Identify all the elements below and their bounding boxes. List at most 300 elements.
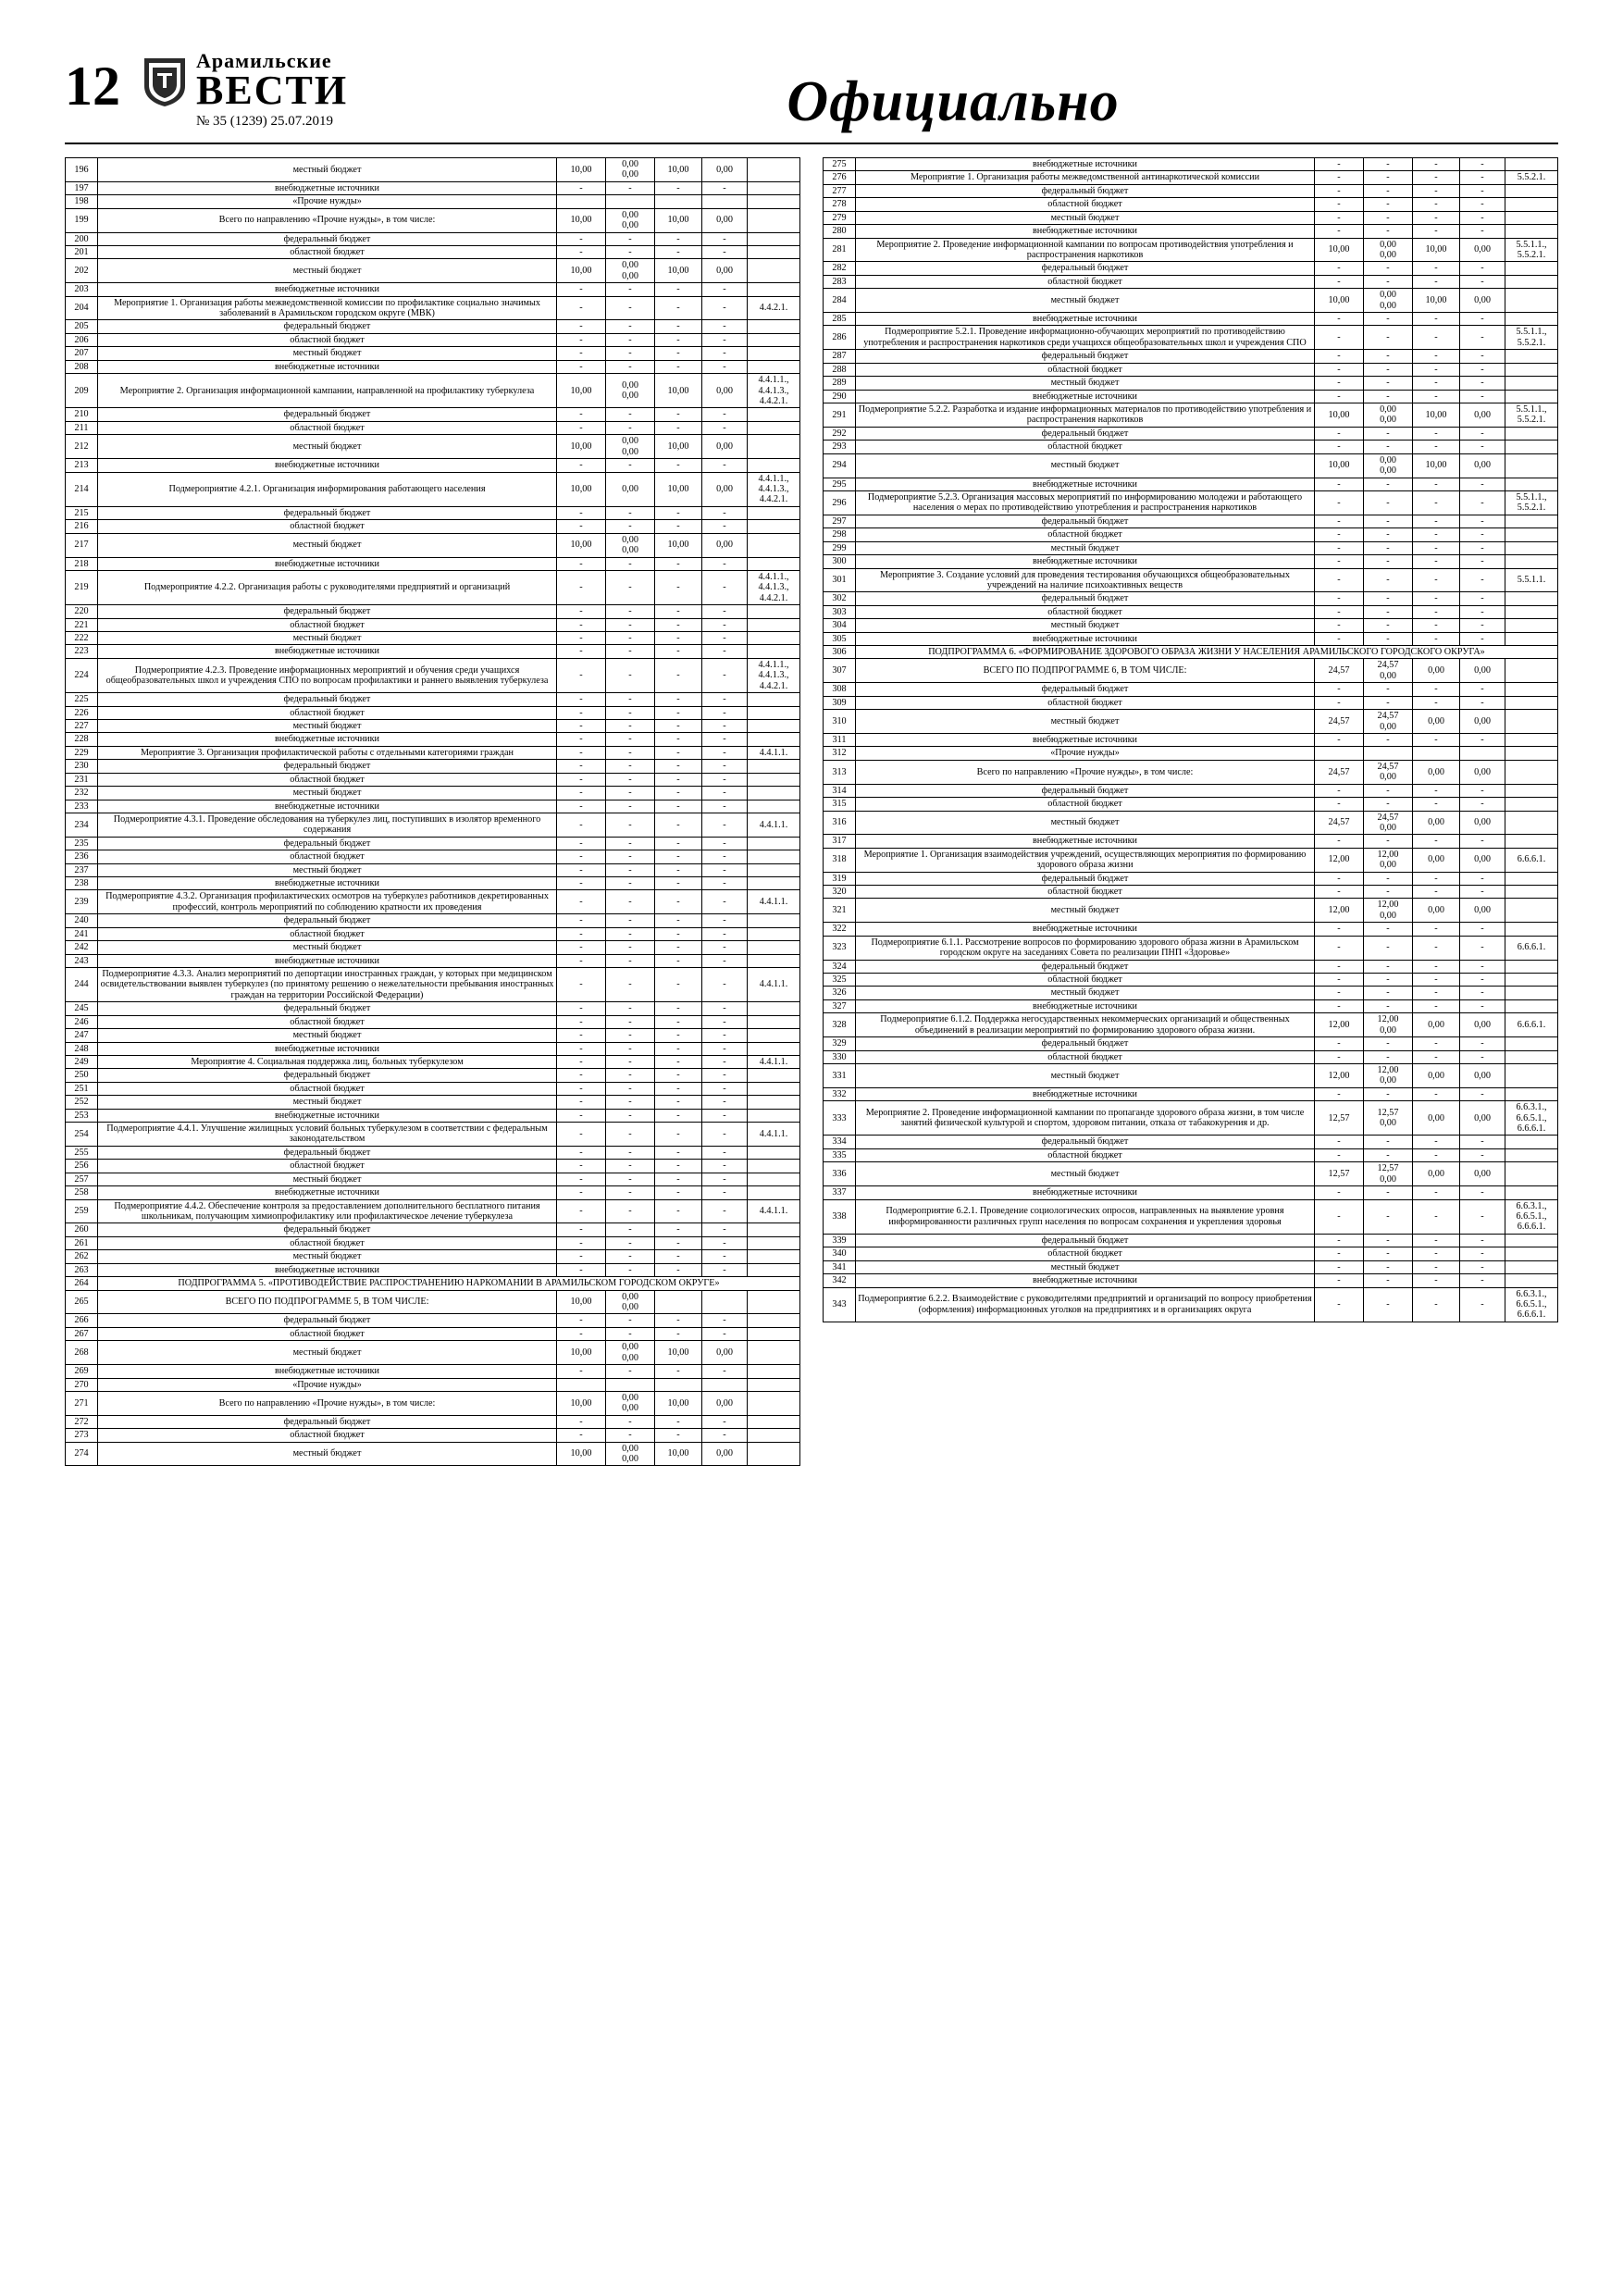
value-year-3: - [702,1015,748,1028]
row-number: 296 [824,490,856,515]
table-row [66,1236,800,1249]
value-year-1: - [606,333,655,346]
row-label: Мероприятие 2. Проведение информационной кампании по вопросам противодействия употребления и распространения наркотиков [856,238,1315,262]
row-number: 219 [66,570,98,604]
table-row [824,923,1558,936]
row-label: Подмероприятие 6.2.1. Проведение социологических опросов, направленных на выявление уровня информированности различных групп населения по вопросам сохранения и укрепления здоровья [856,1199,1315,1234]
row-label: федеральный бюджет [98,760,557,773]
row-number: 205 [66,320,98,333]
row-label: Подмероприятие 4.3.3. Анализ мероприятий по депортации иностранных граждан, у которых при медицинском освидетельствовании выявлен туберкулез (по принятому решению о нежелательности пребывания иностранных граждан на территории Российской Федерации) [98,968,557,1002]
row-label: федеральный бюджет [98,1146,557,1159]
value-total: - [1315,326,1364,350]
value-year-2: - [655,283,702,296]
value-year-2: - [655,347,702,360]
value-year-3: - [702,863,748,876]
value-year-2: - [655,320,702,333]
value-total: - [1315,798,1364,811]
row-number: 279 [824,211,856,224]
value-year-1: - [1364,923,1413,936]
row-label: федеральный бюджет [856,262,1315,275]
row-label: внебюджетные источники [98,733,557,746]
table-row [66,927,800,940]
value-year-3: - [1460,1148,1505,1161]
value-year-3: - [702,232,748,245]
table-row [66,850,800,863]
row-label: федеральный бюджет [98,232,557,245]
value-year-1: 0,00 0,00 [606,1391,655,1415]
value-year-3: - [1460,592,1505,605]
value-year-1: - [606,1109,655,1122]
value-year-3: - [1460,262,1505,275]
target-reference [1505,515,1558,527]
value-total: - [1315,1148,1364,1161]
value-total: - [1315,733,1364,746]
value-total: - [1315,363,1364,376]
value-year-3: - [1460,936,1505,960]
value-year-1: - [606,693,655,706]
target-reference [1505,1247,1558,1260]
row-label: федеральный бюджет [856,960,1315,973]
value-year-2: - [1413,696,1460,709]
value-year-1: - [606,773,655,786]
value-total: - [557,1186,606,1199]
value-year-1: - [606,360,655,373]
row-number: 317 [824,835,856,848]
value-year-1: - [1364,568,1413,592]
value-year-2: - [655,1415,702,1428]
table-row [66,232,800,245]
value-year-3: - [1460,886,1505,899]
table-row [824,798,1558,811]
value-year-2: - [655,760,702,773]
value-year-1: - [606,1069,655,1082]
value-year-2: - [1413,1260,1460,1273]
row-number: 202 [66,259,98,283]
value-total: - [557,347,606,360]
value-year-2: - [1413,555,1460,568]
value-year-1: 0,00 0,00 [606,259,655,283]
target-reference [748,408,800,421]
row-number: 342 [824,1274,856,1287]
value-year-3: - [1460,1274,1505,1287]
value-year-1: - [1364,936,1413,960]
value-total: - [1315,555,1364,568]
row-label: внебюджетные источники [98,1186,557,1199]
row-number: 245 [66,1002,98,1015]
value-total: - [1315,784,1364,797]
table-row [66,1160,800,1173]
value-year-1: - [1364,441,1413,453]
value-year-2: - [655,1250,702,1263]
value-year-2: 10,00 [655,259,702,283]
row-number: 338 [824,1199,856,1234]
value-total: - [557,733,606,746]
row-number: 260 [66,1223,98,1236]
row-number: 343 [824,1287,856,1322]
value-year-1: - [1364,960,1413,973]
row-number: 300 [824,555,856,568]
value-year-1: 0,00 0,00 [606,1341,655,1365]
value-year-2: - [655,927,702,940]
value-year-1: - [1364,515,1413,527]
row-number: 322 [824,923,856,936]
target-reference: 5.5.1.1., 5.5.2.1. [1505,238,1558,262]
row-number: 316 [824,811,856,835]
value-year-2: - [655,245,702,258]
target-reference [1505,605,1558,618]
value-year-1: - [606,618,655,631]
value-year-3: - [1460,1247,1505,1260]
value-year-3: - [702,1250,748,1263]
value-total: - [557,693,606,706]
row-number: 226 [66,706,98,719]
value-year-1: - [1364,158,1413,171]
row-number: 298 [824,528,856,541]
value-year-1: - [1364,1186,1413,1199]
value-year-2: - [1413,960,1460,973]
row-number: 221 [66,618,98,631]
value-year-2: - [1413,568,1460,592]
table-row [66,360,800,373]
value-year-3: - [1460,377,1505,390]
table-row [824,262,1558,275]
value-year-2: - [655,746,702,759]
value-year-1: 0,00 0,00 [1364,453,1413,478]
table-row [66,733,800,746]
value-year-3: 0,00 [1460,1013,1505,1037]
value-year-3: - [702,1160,748,1173]
value-year-2: - [1413,683,1460,696]
row-label: внебюджетные источники [856,1186,1315,1199]
row-label: местный бюджет [98,632,557,645]
row-number: 305 [824,632,856,645]
table-row [66,1029,800,1042]
target-reference [748,1109,800,1122]
value-year-2: - [1413,1148,1460,1161]
row-number: 277 [824,184,856,197]
row-number: 203 [66,283,98,296]
value-year-3: 0,00 [702,158,748,182]
row-number: 299 [824,541,856,554]
value-year-3: - [1460,350,1505,363]
row-number: 211 [66,421,98,434]
value-year-3: 0,00 [1460,453,1505,478]
value-total: - [557,421,606,434]
target-reference [748,232,800,245]
value-year-2: 10,00 [1413,453,1460,478]
target-reference [748,1015,800,1028]
value-year-1: - [1364,1247,1413,1260]
table-row [824,886,1558,899]
value-year-3: - [702,773,748,786]
value-total: - [1315,987,1364,999]
value-year-3: - [702,914,748,927]
row-label: федеральный бюджет [856,1234,1315,1247]
row-label: внебюджетные источники [856,225,1315,238]
value-total: - [557,1042,606,1055]
target-reference [1505,974,1558,987]
target-reference [748,1223,800,1236]
value-year-3: 0,00 [1460,811,1505,835]
value-year-3: 0,00 [1460,1101,1505,1136]
value-year-1 [1364,747,1413,760]
table-row [66,800,800,813]
table-row [824,1247,1558,1260]
row-label: федеральный бюджет [98,1002,557,1015]
table-row [824,171,1558,184]
table-row [66,296,800,320]
value-year-2: - [655,968,702,1002]
target-reference [748,1082,800,1095]
table-row [66,506,800,519]
value-year-1: - [606,408,655,421]
value-year-2: - [1413,528,1460,541]
row-label: внебюджетные источники [98,877,557,890]
row-label: внебюджетные источники [856,999,1315,1012]
row-label: областной бюджет [98,927,557,940]
row-label: Подмероприятие 6.1.2. Поддержка негосударственных некоммерческих организаций и общественных объединений в реализации мероприятий по формированию здорового образа жизни. [856,1013,1315,1037]
row-label: ВСЕГО ПО ПОДПРОГРАММЕ 6, В ТОМ ЧИСЛЕ: [856,659,1315,683]
value-total: - [557,1109,606,1122]
row-label: федеральный бюджет [98,605,557,618]
value-year-1: - [606,800,655,813]
target-reference [748,927,800,940]
value-year-1: 12,00 0,00 [1364,899,1413,923]
value-year-2: - [655,1015,702,1028]
row-label: внебюджетные источники [98,1365,557,1378]
table-row [824,541,1558,554]
row-number: 268 [66,1341,98,1365]
table-row [66,259,800,283]
row-number: 291 [824,403,856,428]
value-year-3: - [1460,1186,1505,1199]
table-row [824,1186,1558,1199]
value-total: - [557,360,606,373]
value-year-3: - [1460,184,1505,197]
value-year-3: - [1460,1087,1505,1100]
table-row [824,872,1558,885]
row-number: 301 [824,568,856,592]
value-total: 10,00 [557,472,606,506]
table-row [66,557,800,570]
table-row [824,1050,1558,1063]
value-year-3: - [1460,798,1505,811]
target-reference: 4.4.1.1. [748,890,800,914]
target-reference [748,941,800,954]
value-total: - [557,1223,606,1236]
value-year-1: - [1364,225,1413,238]
value-year-2 [655,1378,702,1391]
value-year-2: 0,00 [1413,1162,1460,1186]
value-year-3: - [1460,326,1505,350]
row-number: 267 [66,1327,98,1340]
value-total: 12,00 [1315,899,1364,923]
value-year-2: - [655,459,702,472]
value-total: - [557,408,606,421]
row-label: местный бюджет [98,1029,557,1042]
value-total: - [1315,1287,1364,1322]
value-year-1: 12,00 0,00 [1364,1063,1413,1087]
row-label: Подмероприятие 4.3.2. Организация профилактических осмотров на туберкулез работников декретированных профессий, контроль мероприятий по соблюдению кратности их проведения [98,890,557,914]
value-year-2: - [1413,1199,1460,1234]
table-row [66,408,800,421]
value-year-1 [606,195,655,208]
value-year-2: - [1413,1136,1460,1148]
row-label: местный бюджет [856,1260,1315,1273]
target-reference [748,605,800,618]
value-year-3: - [702,1029,748,1042]
row-label: Подмероприятие 4.2.3. Проведение информационных мероприятий и обучения среди учащихся общеобразовательных школ и учреждения СПО по вопросам профилактики и раннего выявления туберкулеза [98,658,557,692]
value-year-1: - [606,1096,655,1109]
target-reference [1505,184,1558,197]
table-row [66,1250,800,1263]
value-year-1: - [1364,1199,1413,1234]
row-label: областной бюджет [98,1160,557,1173]
value-year-2: - [1413,490,1460,515]
row-number: 290 [824,390,856,403]
target-reference [1505,441,1558,453]
value-year-2: - [655,618,702,631]
row-number: 209 [66,374,98,408]
value-year-3: - [702,1042,748,1055]
row-number: 336 [824,1162,856,1186]
row-number: 216 [66,520,98,533]
target-reference [748,914,800,927]
value-year-3: - [702,1236,748,1249]
value-total: - [557,1263,606,1276]
value-total: - [557,1002,606,1015]
value-year-3: - [702,733,748,746]
value-year-1: - [606,570,655,604]
value-total: - [1315,1234,1364,1247]
row-label: Подмероприятие 6.2.2. Взаимодействие с руководителями предприятий и организаций по вопросу приобретения (оформления) информационных уголков на предприятиях и в организациях округа [856,1287,1315,1322]
row-number: 271 [66,1391,98,1415]
value-total: - [557,245,606,258]
target-reference [748,863,800,876]
target-reference [748,1327,800,1340]
row-number: 327 [824,999,856,1012]
value-year-3: - [1460,363,1505,376]
value-total: - [1315,1274,1364,1287]
row-label: Всего по направлению «Прочие нужды», в том числе: [98,1391,557,1415]
table-row [66,1327,800,1340]
row-label: внебюджетные источники [98,283,557,296]
value-total: - [557,658,606,692]
value-year-2: - [1413,987,1460,999]
value-year-2: - [1413,1087,1460,1100]
value-year-3: - [702,1223,748,1236]
table-row [66,1146,800,1159]
row-label: Мероприятие 3. Создание условий для проведения тестирования обучающихся общеобразовательных учреждений на наличие психоактивных веществ [856,568,1315,592]
row-label: местный бюджет [98,259,557,283]
value-year-1: - [606,927,655,940]
table-row [824,1162,1558,1186]
target-reference [748,1442,800,1466]
value-year-1: - [606,1055,655,1068]
value-year-1: 12,57 0,00 [1364,1101,1413,1136]
value-year-3: - [702,706,748,719]
row-label: федеральный бюджет [98,693,557,706]
table-row [66,1263,800,1276]
target-reference [1505,478,1558,490]
value-total: 10,00 [1315,453,1364,478]
value-year-1: - [606,719,655,732]
row-label: областной бюджет [98,706,557,719]
target-reference [748,645,800,658]
table-row [66,837,800,850]
value-year-1: - [1364,835,1413,848]
target-reference [1505,363,1558,376]
value-total: - [557,850,606,863]
value-year-2 [655,195,702,208]
target-reference [748,773,800,786]
target-reference: 4.4.1.1. [748,1123,800,1147]
value-year-3: - [702,941,748,954]
table-row [824,427,1558,440]
row-number: 235 [66,837,98,850]
value-year-2: - [655,1429,702,1442]
value-year-2: - [1413,326,1460,350]
target-reference [748,1429,800,1442]
value-year-1: - [1364,390,1413,403]
table-row [66,1186,800,1199]
value-year-1: - [1364,211,1413,224]
value-year-3: 0,00 [1460,403,1505,428]
value-year-3: 0,00 [1460,1162,1505,1186]
row-label: местный бюджет [98,533,557,557]
target-reference [748,259,800,283]
value-year-2: 10,00 [1413,289,1460,313]
row-number: 236 [66,850,98,863]
row-label: внебюджетные источники [856,313,1315,326]
value-total: - [557,520,606,533]
value-year-2 [1413,747,1460,760]
value-year-2: - [1413,211,1460,224]
row-number: 332 [824,1087,856,1100]
value-year-2: - [1413,733,1460,746]
row-number: 248 [66,1042,98,1055]
value-year-2: - [655,506,702,519]
row-number: 241 [66,927,98,940]
table-row [66,1415,800,1428]
value-year-2: - [655,1236,702,1249]
value-total: - [557,706,606,719]
row-label: местный бюджет [856,377,1315,390]
row-number: 224 [66,658,98,692]
row-label: местный бюджет [98,1250,557,1263]
row-number: 326 [824,987,856,999]
table-row [66,1391,800,1415]
table-row [824,1013,1558,1037]
value-year-3: - [702,1109,748,1122]
target-reference: 5.5.1.1., 5.5.2.1. [1505,490,1558,515]
value-year-2: - [655,645,702,658]
row-number: 231 [66,773,98,786]
row-number: 287 [824,350,856,363]
table-row [824,760,1558,784]
value-total: - [557,813,606,837]
value-year-3: - [702,746,748,759]
target-reference [748,1341,800,1365]
value-year-3: - [702,570,748,604]
value-year-3: - [702,506,748,519]
row-number: 200 [66,232,98,245]
target-reference [748,1096,800,1109]
value-total: - [1315,158,1364,171]
table-row [824,747,1558,760]
target-reference: 6.6.6.1. [1505,1013,1558,1037]
row-label: местный бюджет [98,158,557,182]
